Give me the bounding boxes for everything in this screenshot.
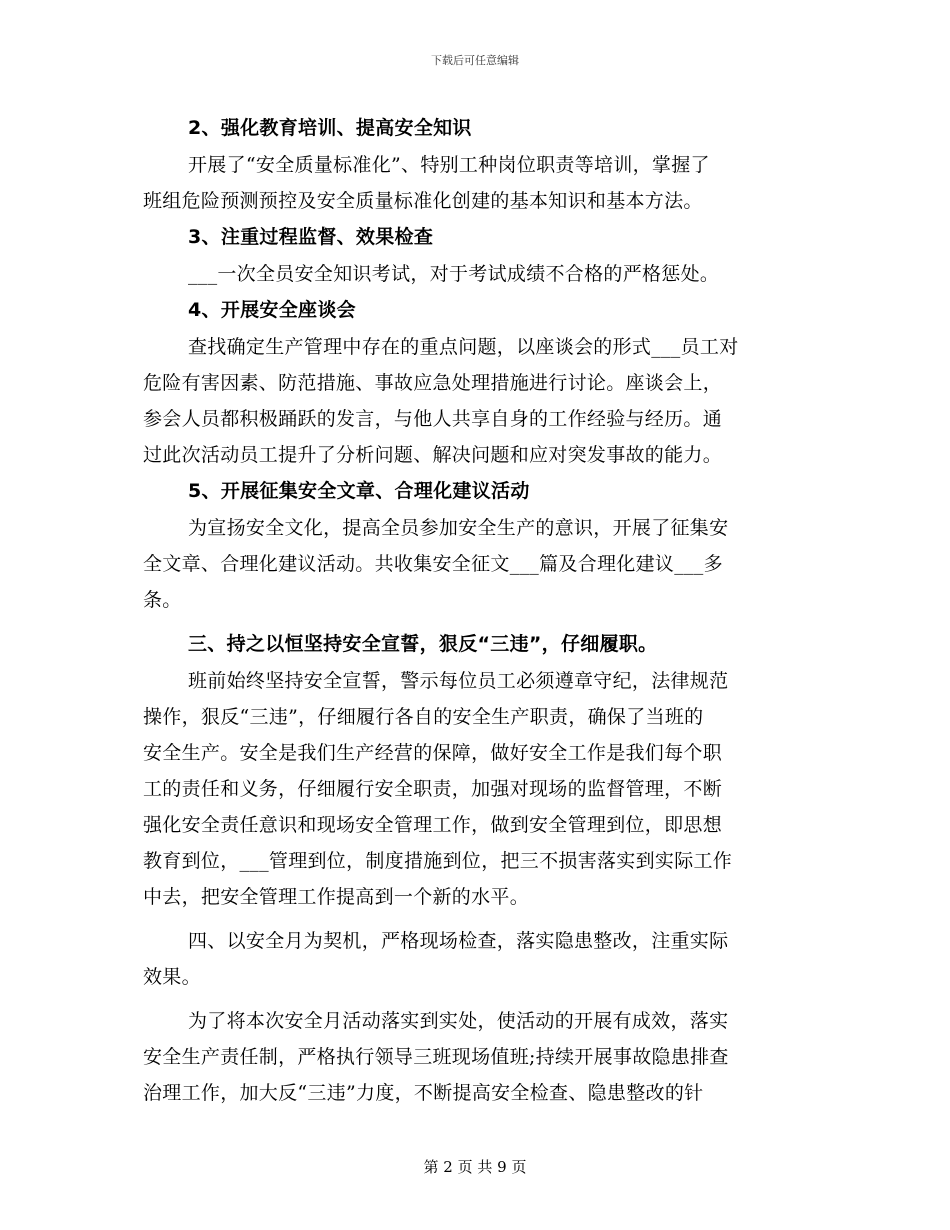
paragraph-line: 为宣扬安全文化，提高全员参加安全生产的意识，开展了征集安 — [188, 517, 729, 539]
section-heading-three: 三、持之以恒坚持安全宣誓，狠反“三违”，仔细履职。 — [188, 633, 658, 655]
page-header: 下载后可任意编辑 — [431, 54, 519, 67]
paragraph-line: 操作，狠反“三违”，仔细履行各自的安全生产职责，确保了当班的 — [143, 706, 704, 728]
paragraph-line: 开展了“安全质量标准化”、特别工种岗位职责等培训，掌握了 — [188, 154, 710, 176]
paragraph-line: 班组危险预测预控及安全质量标准化创建的基本知识和基本方法。 — [143, 190, 703, 212]
paragraph-line: 安全生产。安全是我们生产经营的保障，做好安全工作是我们每个职 — [143, 742, 723, 764]
paragraph-line: 班前始终坚持安全宣誓，警示每位员工必须遵章守纪，法律规范 — [188, 670, 729, 692]
paragraph-line: 参会人员都积极踊跃的发言，与他人共享自身的工作经验与经历。通 — [143, 408, 723, 430]
paragraph-line: 工的责任和义务，仔细履行安全职责，加强对现场的监督管理，不断 — [143, 778, 723, 800]
section-heading-four: 四、以安全月为契机，严格现场检查，落实隐患整改，注重实际 — [188, 930, 729, 952]
paragraph-line: ___一次全员安全知识考试，对于考试成绩不合格的严格惩处。 — [188, 263, 720, 285]
section-heading-3: 3、注重过程监督、效果检查 — [188, 226, 434, 248]
paragraph-line: 过此次活动员工提升了分析问题、解决问题和应对突发事故的能力。 — [143, 444, 723, 466]
paragraph-line: 教育到位，___管理到位，制度措施到位，把三不损害落实到实际工作 — [143, 850, 733, 872]
section-heading-5: 5、开展征集安全文章、合理化建议活动 — [188, 480, 530, 502]
document-body — [143, 110, 803, 1111]
section-heading-2: 2、强化教育培训、提高安全知识 — [188, 117, 472, 139]
paragraph-line: 查找确定生产管理中存在的重点问题，以座谈会的形式___员工对 — [188, 336, 739, 358]
paragraph-line: 中去，把安全管理工作提高到一个新的水平。 — [143, 886, 530, 908]
section-heading-4: 4、开展安全座谈会 — [188, 299, 356, 321]
page-number: 第 2 页 共 9 页 — [423, 1158, 527, 1176]
paragraph-line: 条。 — [143, 589, 182, 611]
paragraph-line: 效果。 — [143, 966, 201, 988]
paragraph-line: 安全生产责任制，严格执行领导三班现场值班;持续开展事故隐患排查 — [143, 1046, 729, 1068]
paragraph-line: 为了将本次安全月活动落实到实处，使活动的开展有成效，落实 — [188, 1010, 729, 1032]
paragraph-line: 危险有害因素、防范措施、事故应急处理措施进行讨论。座谈会上， — [143, 372, 723, 394]
paragraph-line: 治理工作，加大反“三违”力度，不断提高安全检查、隐患整改的针 — [143, 1082, 704, 1104]
paragraph-line: 全文章、合理化建议活动。共收集安全征文___篇及合理化建议___多 — [143, 553, 723, 575]
paragraph-line: 强化安全责任意识和现场安全管理工作，做到安全管理到位，即思想 — [143, 814, 723, 836]
